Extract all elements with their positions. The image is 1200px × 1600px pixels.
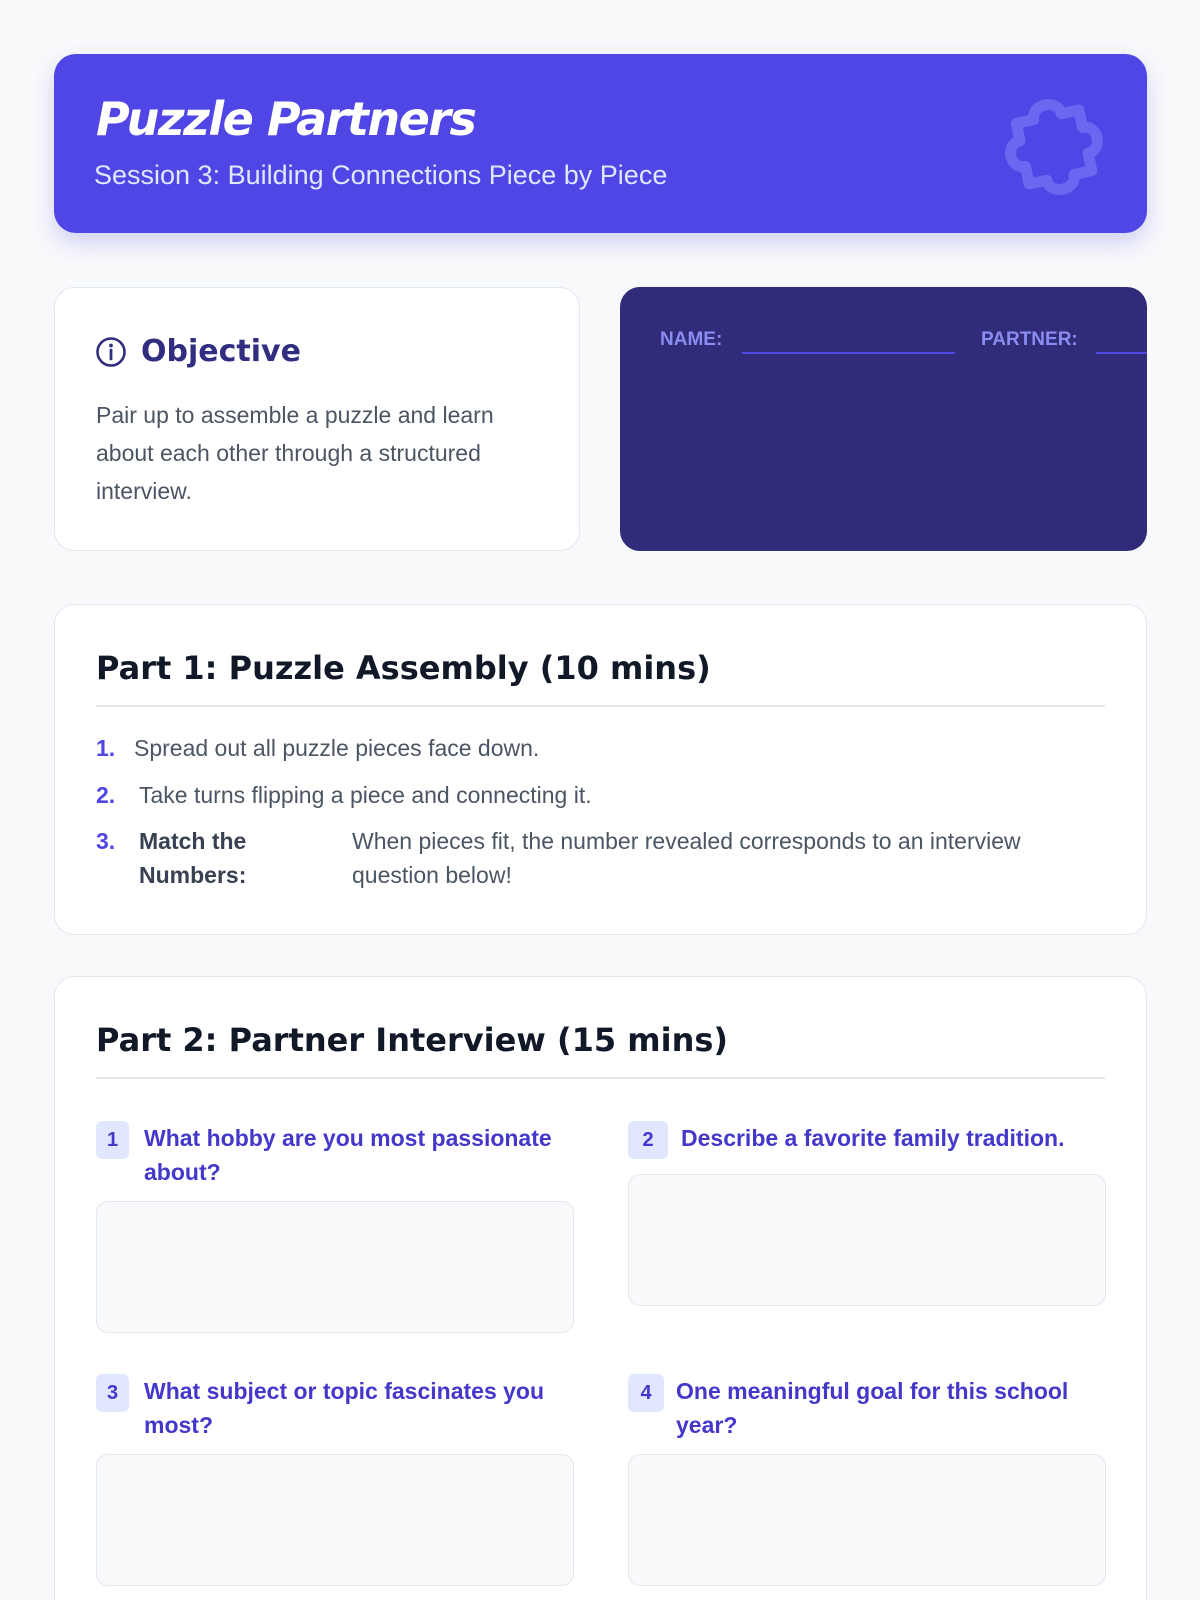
answer-field[interactable] xyxy=(628,1454,1106,1586)
name-card xyxy=(620,287,1147,551)
answer-field[interactable] xyxy=(628,1174,1106,1306)
part2-title: Part 2: Partner Interview (15 mins) xyxy=(96,1021,729,1059)
objective-title: Objective xyxy=(141,334,301,369)
step-text: Take turns flipping a piece and connecting it. xyxy=(139,782,592,808)
step-label: Match the Numbers: xyxy=(139,828,247,888)
part1-section xyxy=(54,604,1147,935)
answer-field[interactable] xyxy=(96,1201,574,1333)
step-text: Spread out all puzzle pieces face down. xyxy=(134,735,540,761)
page-title: Puzzle Partners xyxy=(96,92,476,146)
header-banner xyxy=(54,54,1147,233)
divider xyxy=(96,1077,1105,1079)
question-number-badge: 3 xyxy=(96,1374,129,1412)
list-item xyxy=(96,824,1092,892)
objective-header xyxy=(95,334,301,369)
list-item xyxy=(96,782,592,809)
list-item xyxy=(96,735,539,762)
question-text: What hobby are you most passionate about? xyxy=(144,1125,552,1185)
puzzle-piece-icon xyxy=(964,80,1109,210)
question-text: One meaningful goal for this school year? xyxy=(676,1378,1069,1438)
page-subtitle: Session 3: Building Connections Piece by Piece xyxy=(94,160,668,190)
partner-label: PARTNER: xyxy=(981,329,1078,350)
part2-section xyxy=(54,976,1147,1600)
question-text: What subject or topic fascinates you most? xyxy=(144,1378,545,1438)
step-number: 2. xyxy=(96,782,116,808)
step-text: When pieces fit, the number revealed corresponds to an interview question below! xyxy=(352,828,1021,888)
question-number-badge: 4 xyxy=(628,1374,664,1412)
name-label: NAME: xyxy=(660,329,723,350)
objective-card xyxy=(54,287,580,551)
partner-field[interactable] xyxy=(1096,352,1147,354)
question-text: Describe a favorite family tradition. xyxy=(681,1125,1065,1151)
name-field[interactable] xyxy=(742,352,955,354)
step-number: 1. xyxy=(96,735,116,761)
step-number: 3. xyxy=(96,828,116,854)
answer-field[interactable] xyxy=(96,1454,574,1586)
info-circle-icon xyxy=(95,336,127,368)
objective-text: Pair up to assemble a puzzle and learn about each other through a structured interview. xyxy=(96,402,494,504)
part1-title: Part 1: Puzzle Assembly (10 mins) xyxy=(96,649,711,687)
divider xyxy=(96,705,1105,707)
question-number-badge: 2 xyxy=(628,1121,668,1159)
question-number-badge: 1 xyxy=(96,1121,129,1159)
